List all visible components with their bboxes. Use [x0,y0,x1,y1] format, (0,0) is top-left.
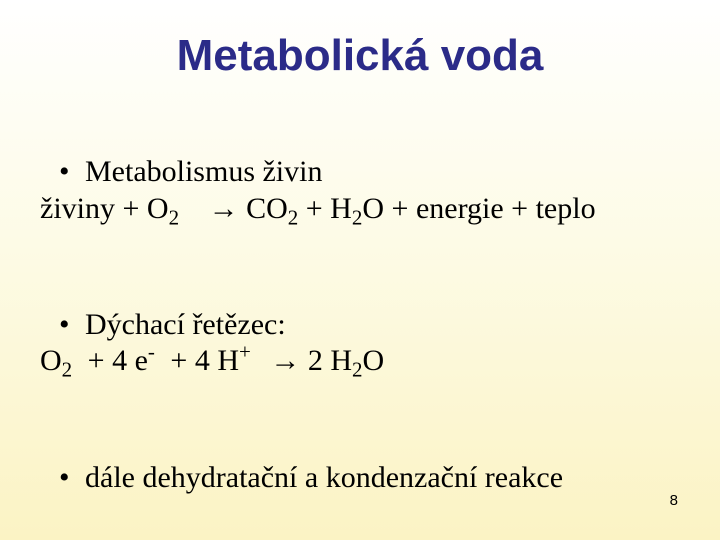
bullet-icon: • [59,155,70,188]
equation-text: O + energie + teplo [362,192,596,225]
subscript: 2 [351,205,363,230]
equation-text: + 4 H [162,344,239,377]
bullet-icon: • [59,308,70,341]
equation-text: O [40,344,62,377]
bullet-item-respiratory-chain [44,265,286,345]
subscript: 2 [352,357,363,382]
subscript: 2 [61,357,73,382]
bullet-item-metabolism [44,112,322,192]
slide-title: Metabolická voda [176,31,544,80]
page-number: 8 [669,492,678,509]
superscript: + [239,339,251,364]
bullet-text: dále dehydratační a kondenzační reakce [85,461,564,494]
equation-text: → CO [201,192,288,225]
bullet-icon: • [59,461,70,494]
equation-text: + 4 e [80,344,148,377]
equation-text: → 2 H [262,344,353,377]
equation-text: + H [298,192,352,225]
bullet-text: Metabolismus živin [85,155,323,188]
superscript: - [147,339,155,364]
equation-nutrient-oxidation [40,189,596,229]
equation-respiratory-chain [40,341,384,381]
equation-text: živiny + O [40,192,169,225]
subscript: 2 [168,205,180,230]
subscript: 2 [287,205,299,230]
bullet-text: Dýchací řetězec: [85,308,286,341]
bullet-item-dehydration [44,418,563,498]
equation-text: O [362,344,385,377]
